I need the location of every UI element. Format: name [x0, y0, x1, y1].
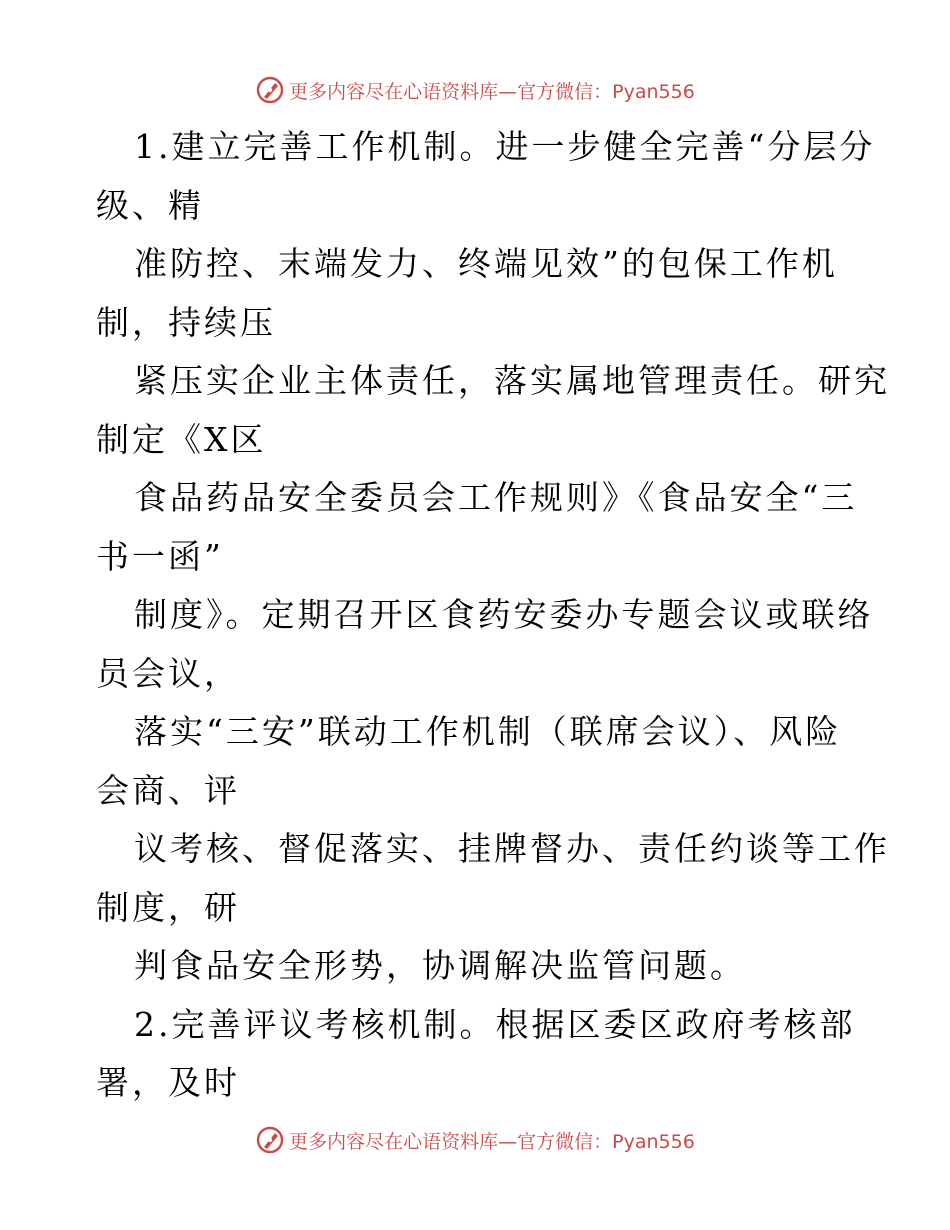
text-line: 制度》。定期召开区食药安委办专题会议或联络	[134, 595, 874, 634]
text-line: 紧压实企业主体责任，落实属地管理责任。研究	[134, 361, 890, 400]
pen-nib-circle-icon	[255, 75, 285, 105]
text-line: 食品药品安全委员会工作规则》《食品安全“三	[134, 478, 858, 517]
text-line: 制定《X区	[96, 419, 267, 459]
footer-watermark	[0, 1122, 950, 1158]
text-line: 会商、评	[96, 770, 240, 810]
text-line: 2.完善评议考核机制。根据区委区政府考核部	[134, 1004, 856, 1044]
text-line: 准防控、末端发力、终端见效”的包保工作机	[134, 244, 838, 283]
text-line: 落实“三安”联动工作机制（联席会议）、风险	[134, 712, 842, 751]
text-line: 书一函”	[96, 536, 224, 576]
text-line: 1.建立完善工作机制。进一步健全完善“分层分	[134, 127, 876, 166]
text-line: 制度，研	[96, 887, 240, 927]
text-line: 判食品安全形势，协调解决监管问题。	[134, 946, 746, 985]
text-line: 级、精	[96, 185, 204, 225]
document-body	[96, 118, 890, 1113]
watermark-text: 更多内容尽在心语资料库—官方微信：Pyan556	[289, 80, 695, 103]
text-line: 署，及时	[96, 1063, 240, 1102]
header-watermark	[0, 72, 950, 108]
text-line: 员会议，	[96, 653, 240, 693]
pen-nib-circle-icon	[255, 1125, 285, 1155]
text-line: 议考核、督促落实、挂牌督办、责任约谈等工作	[134, 829, 890, 868]
text-line: 制，持续压	[96, 302, 276, 342]
watermark-text: 更多内容尽在心语资料库—官方微信：Pyan556	[289, 1130, 695, 1153]
